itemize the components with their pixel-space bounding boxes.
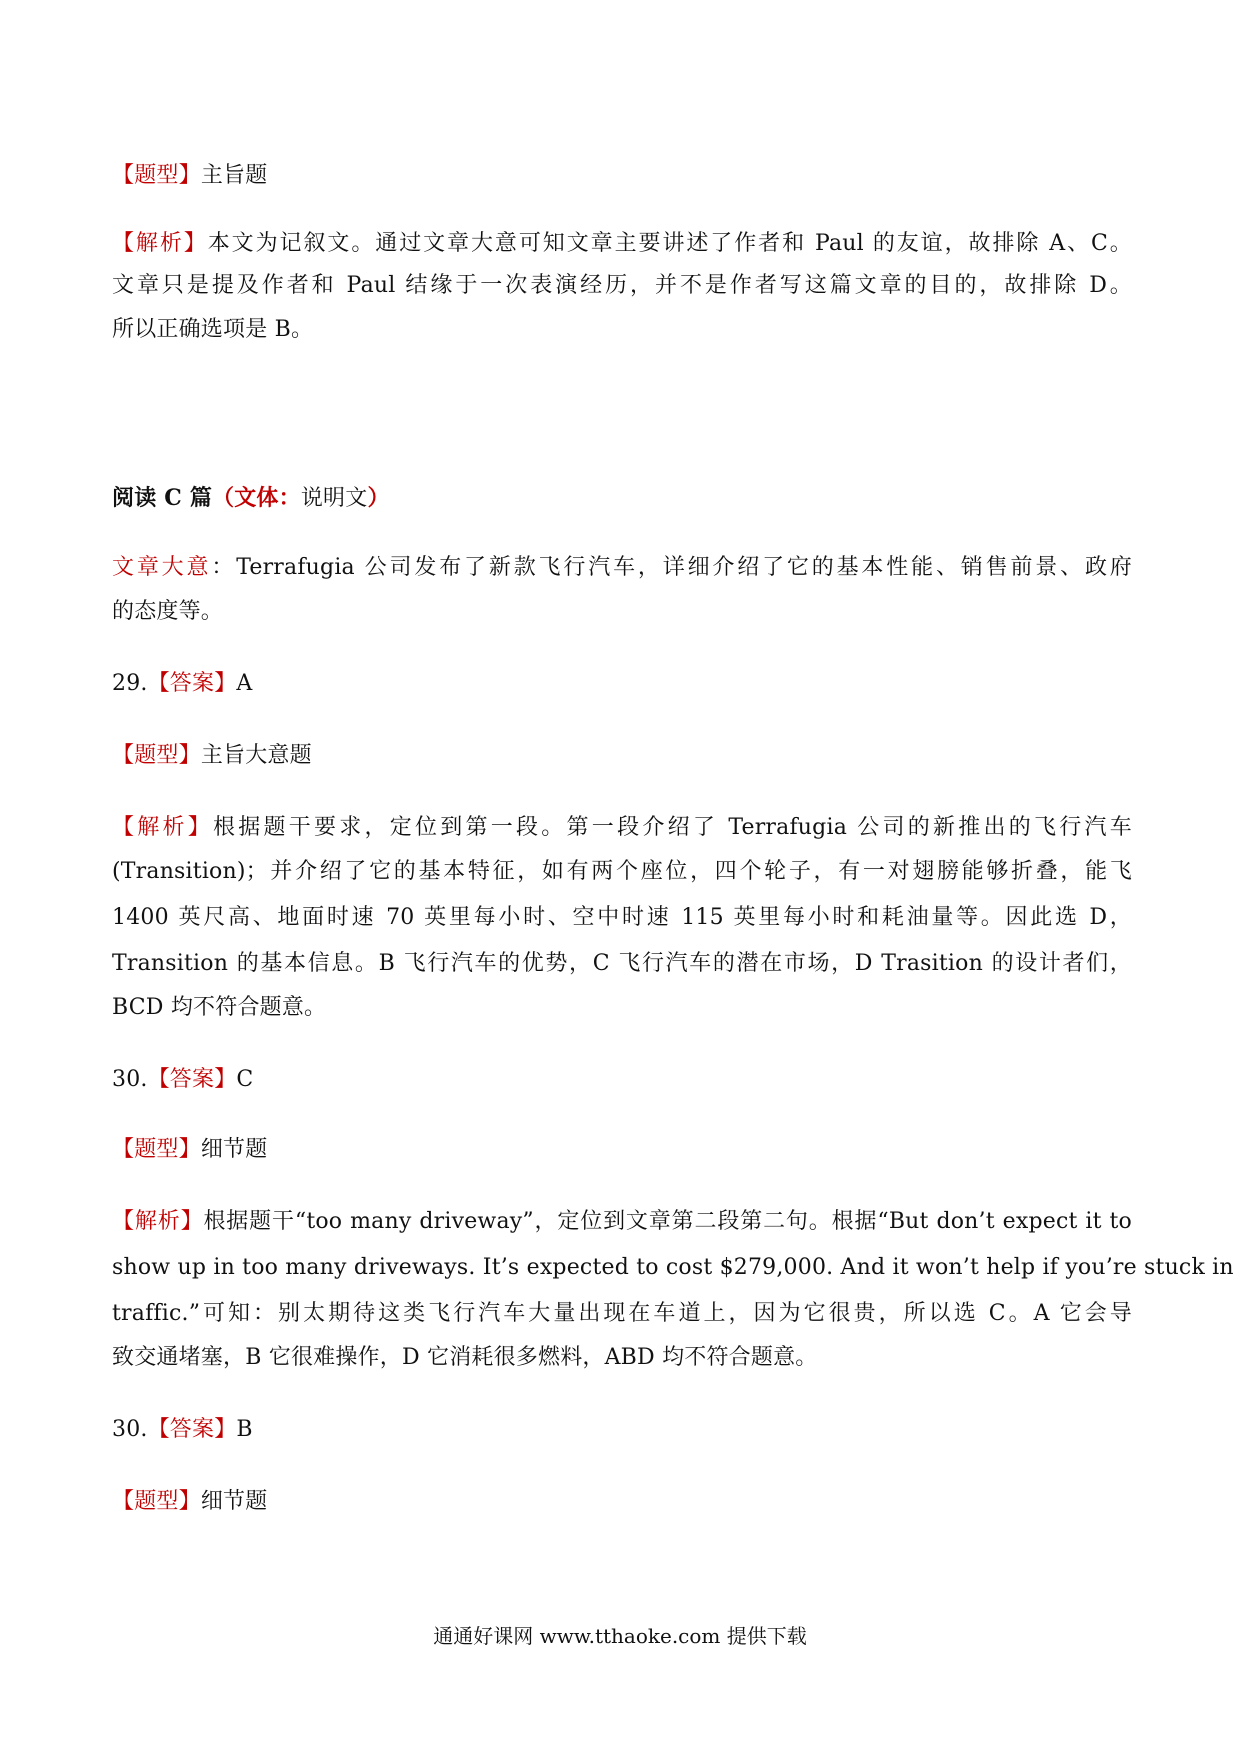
analysis-text: 文章只是提及作者和 Paul 结缘于一次表演经历，并不是作者写这篇文章的目的，故排除 D。	[112, 273, 1132, 298]
analysis-line	[112, 812, 1132, 844]
type-label: 【题型】	[112, 743, 201, 768]
answer-value: A	[236, 671, 253, 696]
analysis-text: 所以正确选项是 B。	[112, 317, 314, 342]
summary-line	[112, 552, 1132, 584]
analysis-text: 致交通堵塞，B 它很难操作，D 它消耗很多燃料，ABD 均不符合题意。	[112, 1345, 818, 1370]
analysis-line	[112, 1298, 1132, 1330]
analysis-text: 本文为记叙文。通过文章大意可知文章主要讲述了作者和 Paul 的友谊，故排除 A、C。	[207, 231, 1132, 256]
answer-value: C	[236, 1067, 254, 1092]
analysis-line	[112, 1252, 1234, 1284]
question-number: 30.	[112, 1417, 148, 1442]
analysis-line	[112, 228, 1132, 260]
analysis-line	[112, 1206, 1132, 1238]
section-title: 阅读 C 篇	[112, 485, 213, 511]
answer-label: 【答案】	[147, 1417, 237, 1442]
type-label: 【题型】	[112, 1489, 201, 1514]
answer-line	[112, 1064, 1132, 1096]
genre-value: 说明文	[300, 486, 368, 511]
question-type-line	[112, 160, 1132, 192]
answer-line	[112, 668, 1132, 700]
analysis-line	[112, 314, 1132, 346]
analysis-text: (Transition)；并介绍了它的基本特征，如有两个座位，四个轮子，有一对翅膀能够折叠，能飞	[112, 859, 1132, 884]
analysis-text: 根据题干要求，定位到第一段。第一段介绍了 Terrafugia 公司的新推出的飞行汽车	[213, 815, 1132, 840]
question-type-line	[112, 1486, 1132, 1518]
analysis-line	[112, 902, 1132, 934]
analysis-line	[112, 992, 1132, 1024]
question-number: 30.	[112, 1067, 148, 1092]
summary-text: 的态度等。	[112, 599, 224, 624]
type-value: 主旨题	[200, 163, 268, 188]
analysis-text: show up in too many driveways. It’s expected to cost $279,000. And it won’t help if you’re stuck in	[112, 1255, 1234, 1280]
analysis-text: 1400 英尺高、地面时速 70 英里每小时、空中时速 115 英里每小时和耗油量等。因此选 D，	[112, 905, 1132, 930]
analysis-label: 【解析】	[112, 815, 214, 840]
analysis-line	[112, 270, 1132, 302]
type-value: 细节题	[200, 1489, 268, 1514]
page-footer: 通通好课网 www.tthaoke.com 提供下载	[433, 1624, 807, 1648]
analysis-text: 根据题干“too many driveway”，定位到文章第二段第二句。根据“But don’t expect it to	[203, 1209, 1132, 1234]
question-type-line	[112, 740, 1132, 772]
answer-label: 【答案】	[147, 671, 237, 696]
analysis-label: 【解析】	[112, 231, 208, 256]
type-label: 【题型】	[112, 163, 201, 188]
answer-label: 【答案】	[147, 1067, 237, 1092]
analysis-line	[112, 1342, 1132, 1374]
summary-label: 文章大意	[112, 555, 212, 580]
analysis-label: 【解析】	[112, 1209, 204, 1234]
analysis-text: traffic.”可知：别太期待这类飞行汽车大量出现在车道上，因为它很贵，所以选 C。A 它会导	[112, 1301, 1132, 1326]
answer-line	[112, 1414, 1132, 1446]
type-value: 细节题	[200, 1137, 268, 1162]
question-type-line	[112, 1134, 1132, 1166]
analysis-text: Transition 的基本信息。B 飞行汽车的优势，C 飞行汽车的潜在市场，D Trasition 的设计者们，	[112, 951, 1132, 976]
type-label: 【题型】	[112, 1137, 201, 1162]
question-number: 29.	[112, 671, 148, 696]
genre-label: （文体：	[212, 485, 301, 511]
analysis-text: BCD 均不符合题意。	[112, 995, 327, 1020]
type-value: 主旨大意题	[200, 743, 312, 768]
analysis-line	[112, 948, 1132, 980]
answer-value: B	[236, 1417, 253, 1442]
summary-line	[112, 596, 1132, 628]
summary-text: ：Terrafugia 公司发布了新款飞行汽车，详细介绍了它的基本性能、销售前景、政府	[211, 555, 1132, 580]
analysis-line	[112, 856, 1132, 888]
genre-close: ）	[367, 485, 390, 511]
section-heading	[112, 482, 1132, 515]
